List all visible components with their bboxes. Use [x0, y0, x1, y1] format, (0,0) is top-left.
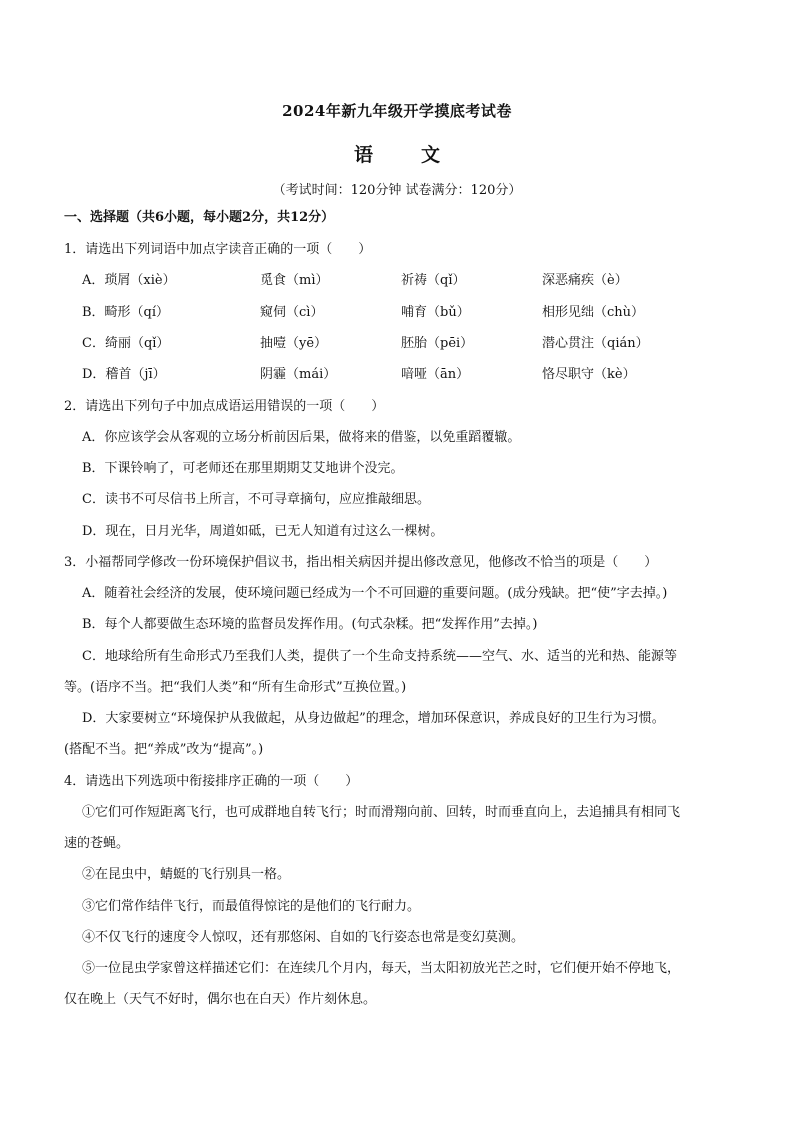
subject-char-1: 语 [353, 144, 373, 166]
q1-a-3: 祈祷（qǐ） [401, 273, 466, 288]
question-3-stem: 3．小福帮同学修改一份环境保护倡议书，指出相关病因并提出修改意见，他修改不恰当的项是（ ） [64, 555, 658, 570]
q3-option-a: A．随着社会经济的发展，使环境问题已经成为一个不可回避的重要问题。(成分残缺。把“使”字去掉。) [82, 586, 668, 601]
question-4-stem: 4．请选出下列选项中衔接排序正确的一项（ ） [64, 774, 359, 789]
q1-c-3: 胚胎（pēi） [401, 336, 474, 351]
exam-title: 2024年新九年级开学摸底考试卷 [282, 102, 512, 120]
q3-option-b: B．每个人都要做生态环境的监督员发挥作用。(句式杂糅。把“发挥作用”去掉。) [82, 617, 538, 632]
q1-b-4: 相形见绌（chù） [542, 305, 645, 320]
q4-item-2: ②在昆虫中，蜻蜓的飞行别具一格。 [82, 867, 291, 882]
q3-option-d-cont: (搭配不当。把“养成”改为“提高”。) [64, 742, 264, 757]
q1-c-4: 潜心贯注（qián） [542, 336, 649, 351]
q1-option-row-a [82, 272, 722, 290]
question-1-stem: 1．请选出下列词语中加点字读音正确的一项（ ） [64, 242, 372, 257]
q1-c-1: C．绮丽（qǐ） [82, 336, 170, 351]
q1-a-1: A．琐屑（xiè） [82, 273, 176, 288]
q2-option-d: D．现在，日月光华，周道如砥，已无人知道有过这么一棵树。 [82, 524, 444, 539]
q4-item-5-cont: 仅在晚上（天气不好时，偶尔也在白天）作片刻休息。 [64, 992, 377, 1007]
q3-option-c-cont: 等。(语序不当。把“我们人类”和“所有生命形式”互换位置。) [64, 680, 407, 695]
q2-option-c: C．读书不可尽信书上所言，不可寻章摘句，应应推敲细思。 [82, 492, 430, 507]
q1-a-2: 觅食（mì） [260, 273, 329, 288]
q1-a-4: 深恶痛疾（è） [542, 273, 628, 288]
q2-option-a: A．你应该学会从客观的立场分析前因后果，做将来的借鉴，以免重蹈覆辙。 [82, 430, 521, 445]
q2-option-b: B．下课铃响了，可老师还在那里期期艾艾地讲个没完。 [82, 461, 404, 476]
q1-option-row-d [82, 366, 722, 384]
q4-item-3: ③它们常作结伴飞行，而最值得惊诧的是他们的飞行耐力。 [82, 899, 421, 914]
q1-c-2: 抽噎（yē） [260, 336, 328, 351]
exam-meta: （考试时间：120分钟 试卷满分：120分） [272, 183, 522, 198]
q1-option-row-b [82, 304, 722, 322]
section-heading: 一、选择题（共6小题，每小题2分，共12分） [64, 210, 335, 225]
subject-heading [0, 140, 794, 167]
q4-item-1: ①它们可作短距离飞行，也可成群地自转飞行；时而滑翔向前、回转，时而垂直向上，去追捕具有相同飞 [82, 805, 681, 820]
subject-char-2: 文 [421, 144, 441, 166]
q1-d-4: 恪尽职守（kè） [542, 367, 636, 382]
q3-option-d: D．大家要树立“环境保护从我做起，从身边做起”的理念，增加环保意识，养成良好的卫生行为习惯。 [82, 711, 665, 726]
q1-b-2: 窥伺（cì） [260, 305, 324, 320]
q1-b-3: 哺育（bǔ） [401, 305, 470, 320]
q4-item-4: ④不仅飞行的速度令人惊叹，还有那悠闲、自如的飞行姿态也常是变幻莫测。 [82, 930, 525, 945]
q1-d-2: 阴霾（mái） [260, 367, 337, 382]
q4-item-1-cont: 速的苍蝇。 [64, 836, 130, 851]
question-2-stem: 2．请选出下列句子中加点成语运用错误的一项（ ） [64, 399, 385, 414]
q4-item-5: ⑤一位昆虫学家曾这样描述它们：在连续几个月内，每天，当太阳初放光芒之时，它们便开始不停地飞， [82, 961, 681, 976]
q1-option-row-c [82, 335, 722, 353]
q1-d-1: D．稽首（jī） [82, 367, 166, 382]
q1-d-3: 喑哑（ān） [401, 367, 470, 382]
q3-option-c: C．地球给所有生命形式乃至我们人类，提供了一个生命支持系统——空气、水、适当的光和热、能源等 [82, 649, 677, 664]
q1-b-1: B．畸形（qí） [82, 305, 170, 320]
